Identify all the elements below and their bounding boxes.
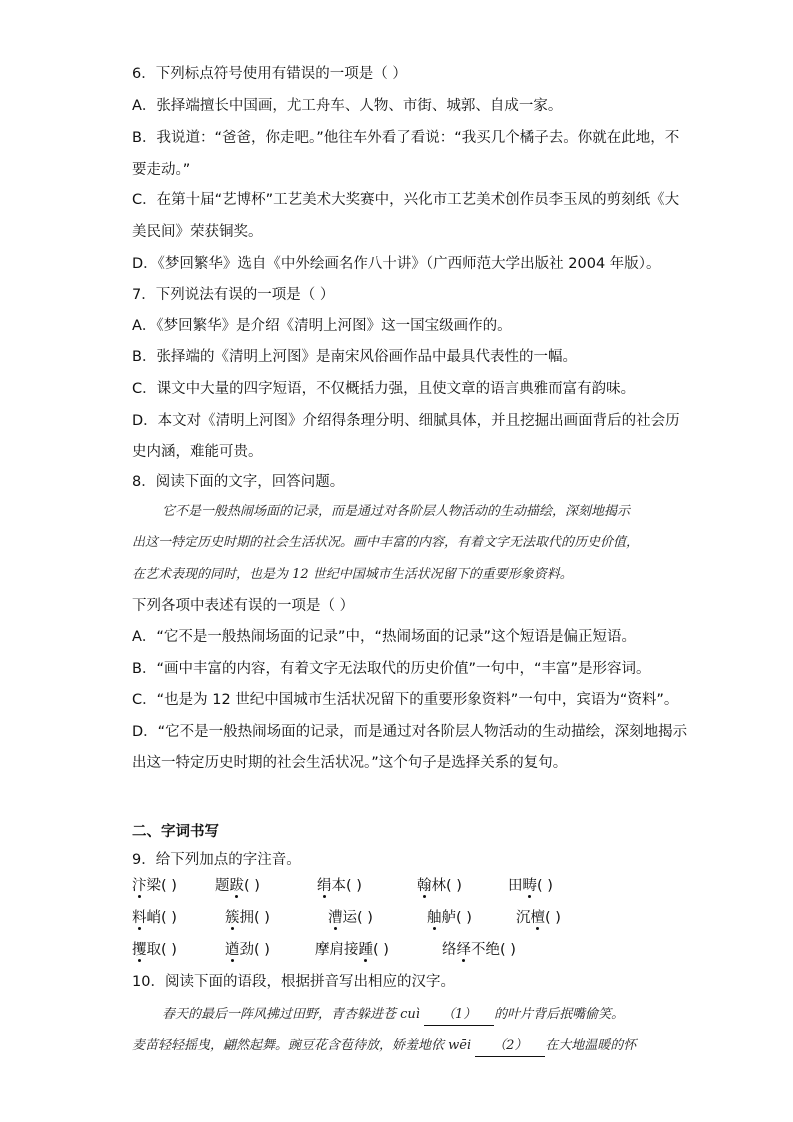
- question-line: C．“也是为 12 世纪中国城市生活状况留下的重要形象资料”一句中，宾语为“资料”。: [132, 692, 679, 708]
- question-line: A．“它不是一般热闹场面的记录”中，“热闹场面的记录”这个短语是偏正短语。: [132, 629, 636, 645]
- pinyin-item: 摩肩接踵( ): [315, 942, 389, 958]
- dotted-character: 漕: [328, 910, 343, 926]
- question-line: A．张择端擅长中国画，尤工舟车、人物、市街、城郭、自成一家。: [132, 98, 563, 114]
- dotted-character: 畴: [522, 878, 537, 894]
- dotted-character: 檀: [530, 910, 545, 926]
- reading-passage-line: 它不是一般热闹场面的记录，而是通过对各阶层人物活动的生动描绘，深刻地揭示: [162, 504, 631, 519]
- pinyin-item: 簇拥( ): [225, 910, 270, 926]
- question-line: 10．阅读下面的语段，根据拼音写出相应的汉字。: [132, 974, 455, 990]
- question-line: D．“它不是一般热闹场面的记录，而是通过对各阶层人物活动的生动描绘，深刻地揭示: [132, 724, 688, 740]
- question-line: B．“画中丰富的内容，有着文字无法取代的历史价值”一句中，“丰富”是形容词。: [132, 661, 651, 677]
- question-line: D．《梦回繁华》选自《中外绘画名作八十讲》（广西师范大学出版社 2004 年版）。: [132, 256, 661, 272]
- dotted-character: 舳: [427, 910, 442, 926]
- dotted-character: 踵: [358, 942, 373, 958]
- dotted-character: 料: [132, 910, 147, 926]
- question-line: D．本文对《清明上河图》介绍得条理分明、细腻具体，并且挖掘出画面背后的社会历: [132, 413, 680, 429]
- question-line: 6．下列标点符号使用有错误的一项是（ ）: [132, 66, 407, 82]
- pinyin-item: 汴梁( ): [132, 878, 177, 894]
- pinyin-item: 漕运( ): [328, 910, 373, 926]
- dotted-character: 遒: [225, 942, 240, 958]
- question-line: 出这一特定历史时期的社会生活状况。”这个句子是选择关系的复句。: [132, 755, 568, 771]
- pinyin-item: 攫取( ): [132, 942, 177, 958]
- dotted-character: 绎: [456, 942, 471, 958]
- question-line: C．课文中大量的四字短语，不仅概括力强，且使文章的语言典雅而富有韵味。: [132, 381, 636, 397]
- dotted-character: 汴: [132, 878, 147, 894]
- reading-passage-line: 春天的最后一阵风拂过田野，青杏躲进苍 cuì （1） 的叶片背后抿嘴偷笑。: [162, 1005, 624, 1026]
- pinyin-item: 沉檀( ): [516, 910, 561, 926]
- section-heading: 二、字词书写: [132, 824, 219, 840]
- reading-passage-line: 麦苗轻轻摇曳，翩然起舞。豌豆花含苞待放，娇羞地依 wēi （2） 在大地温暖的怀: [132, 1036, 636, 1057]
- pinyin-item: 题跋( ): [215, 878, 260, 894]
- question-line: 9．给下列加点的字注音。: [132, 852, 301, 868]
- question-line: 8．阅读下面的文字，回答问题。: [132, 474, 345, 490]
- question-line: C．在第十届“艺博杯”工艺美术大奖赛中，兴化市工艺美术创作员李玉凤的剪刻纸《大: [132, 192, 680, 208]
- dotted-character: 跋: [229, 878, 244, 894]
- answer-blank[interactable]: （1）: [424, 1005, 494, 1026]
- reading-passage-line: 出这一特定历史时期的社会生活状况。画中丰富的内容，有着文字无法取代的历史价值，: [132, 535, 640, 550]
- pinyin-item: 遒劲( ): [225, 942, 270, 958]
- question-line: B．我说道：“爸爸，你走吧。”他往车外看了看说：“我买几个橘子去。你就在此地，不: [132, 130, 680, 146]
- dotted-character: 簇: [225, 910, 240, 926]
- reading-passage-line: 在艺术表现的同时，也是为 12 世纪中国城市生活状况留下的重要形象资料。: [132, 567, 573, 582]
- question-line: 美民间》荣获铜奖。: [132, 224, 263, 240]
- pinyin-item: 舳舻( ): [427, 910, 472, 926]
- pinyin-item: 络绎不绝( ): [442, 942, 516, 958]
- answer-blank[interactable]: （2）: [475, 1036, 545, 1057]
- dotted-character: 攫: [132, 942, 147, 958]
- dotted-character: 翰: [417, 878, 432, 894]
- question-line: 下列各项中表述有误的一项是（ ）: [132, 598, 355, 614]
- pinyin-item: 料峭( ): [132, 910, 177, 926]
- question-line: B．张择端的《清明上河图》是南宋风俗画作品中最具代表性的一幅。: [132, 349, 577, 365]
- dotted-character: 绢: [317, 878, 332, 894]
- question-line: A．《梦回繁华》是介绍《清明上河图》这一国宝级画作的。: [132, 318, 512, 334]
- question-line: 要走动。”: [132, 162, 191, 178]
- question-line: 7．下列说法有误的一项是（ ）: [132, 287, 335, 303]
- question-line: 史内涵，难能可贵。: [132, 444, 263, 460]
- pinyin-item: 翰林( ): [417, 878, 462, 894]
- pinyin-item: 绢本( ): [317, 878, 362, 894]
- pinyin-item: 田畴( ): [508, 878, 553, 894]
